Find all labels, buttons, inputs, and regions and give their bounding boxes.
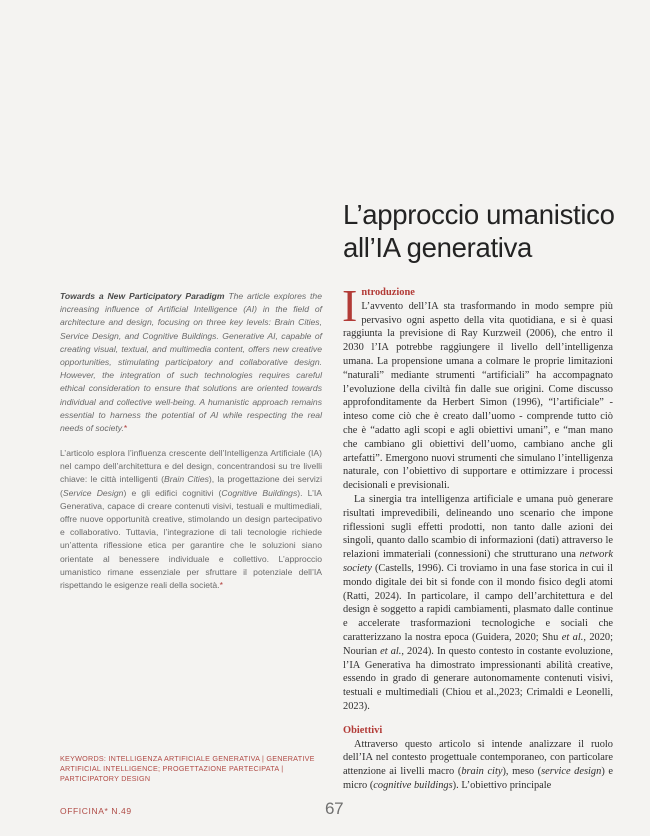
paragraph-emphasis: network society <box>343 549 613 574</box>
keywords: KEYWORDS: INTELLIGENZA ARTIFICIALE GENERATIVA | GENERATIVE ARTIFICIAL INTELLIGENCE; PROGETTAZIONE PARTECIPATA | PARTICIPATORY DESIGN <box>60 754 315 783</box>
intro-paragraph-1: L’avvento dell’IA sta trasformando in modo sempre più pervasivo ogni aspetto della vita quotidiana, e si è quasi raggiunta la previsione di Ray Kurzweil (2006), che entro il 2030 l’IA potrebbe raggiungere il livello dell’intelligenza umana. La propensione umana a colmare le proprie limitazioni “naturali” mediante strumenti “artificiali” ha accompagnato l’evoluzione della civiltà fin dalle sue origini. Come discusso approfonditamente da Herbert Simon (1996), “l’artificiale” - inteso come ciò che è creato dall’uomo - comprende tutto ciò che è “adatto agli scopi e agli obiettivi umani”, e “man mano che cambiano gli obiettivi dell’uomo, cambiano anche gli artefatti”. Emergono nuovi strumenti che simulano l’intelligenza naturale, con l’obiettivo di supportare e ottimizzare i processi decisionali e previsionali. <box>343 300 613 492</box>
title-line-2: all’IA generativa <box>343 232 533 263</box>
article-body <box>342 280 614 793</box>
abstract-english <box>60 290 322 435</box>
paragraph-text: La sinergia tra intelligenza artificiale e umana può generare risultati imprevedibili, delineando uno scenario che impone riflessioni sugli effetti prodotti, non tanto dalle azioni dei singoli, quanto dallo scambio di informazioni (dati) attraverso le relazioni immateriali (connessioni) che strutturano una <box>343 493 613 561</box>
journal-issue: OFFICINA* N.49 <box>60 806 132 816</box>
abstract-it-text: ). L’IA Generativa, capace di creare contenuti visivi, testuali e multimediali, offre nuove opportunità creative, stimolando un design partecipativo e collaborativo. Tuttavia, l’integrazione di tali tecnologie richiede un’attenta riflessione etica per garantire che le soluzioni siano orientate al benessere individuale e collettivo. L’approccio umanistico rimane essenziale per sfruttare il potenziale dell’IA rispettando le esigenze reali della società. <box>60 487 323 591</box>
abstract-it-emphasis: Brain Cities <box>164 474 209 485</box>
paragraph-emphasis: et al. <box>380 645 402 657</box>
paragraph-emphasis: cognitive buildings <box>373 779 453 791</box>
abstract-lead: Towards a New Participatory Paradigm <box>60 291 225 301</box>
abstract-it-text: ), la progettazione dei servizi ( <box>60 474 323 498</box>
abstract-it-text: ) e gli edifici cognitivi ( <box>123 487 222 498</box>
objectives-paragraph-1 <box>343 738 613 793</box>
paragraph-text: ). L’obiettivo principale <box>452 779 552 791</box>
section-heading-introduction: ntroduzione <box>361 287 415 298</box>
paragraph-text: , 2020; Nourian <box>343 631 614 657</box>
abstract-english-text: The article explores the increasing influence of Artificial Intelligence (AI) in the field of architecture and design, focusing on three key levels: Brain Cities, Service Design, and Cognitive Buildings. Generative AI, capable of creating visual, textual, and multimedia content, offers new creative opportunities, stimulating participatory and collaborative design. However, the integration of such technologies requires careful ethical consideration to ensure that solutions are oriented towards individual and collective well-being. A humanistic approach remains essential to harness the potential of AI while respecting the real needs of society. <box>60 291 322 434</box>
abstract-it-text: L’articolo esplora l’influenza crescente dell’Intelligenza Artificiale (IA) nel campo dell’architettura e del design, concentrandosi su tre livelli chiave: le città intelligenti ( <box>60 448 322 485</box>
drop-cap: I <box>342 280 358 331</box>
star-mark-icon: * <box>123 423 128 434</box>
paragraph-text: Attraverso questo articolo si intende analizzare il ruolo dell’IA nel contesto progettuale contemporaneo, con particolare attenzione ai livelli macro ( <box>343 738 613 778</box>
paragraph-emphasis: service design <box>541 766 602 778</box>
paragraph-emphasis: brain city <box>461 766 503 778</box>
abstract-it-emphasis: Cognitive Buildings <box>221 487 298 498</box>
paragraph-text: , 2024). In questo contesto in costante evoluzione, l’IA Generativa ha dimostrato impressionanti abilità creative, essendo in grado di generare autonomamente contenuti visivi, testuali e multimediali (Chiou et al.,2023; Crimaldi e Leonelli, 2023). <box>343 645 613 712</box>
article-title <box>343 198 633 264</box>
title-line-1: L’approccio umanistico <box>343 199 615 230</box>
page-number: 67 <box>325 799 344 818</box>
section-heading-objectives: Obiettivi <box>343 724 383 736</box>
paragraph-emphasis: et al. <box>561 631 584 643</box>
abstract-it-emphasis: Service Design <box>62 487 124 498</box>
abstract-italian <box>60 447 322 592</box>
paragraph-text: ), meso ( <box>502 766 542 778</box>
star-mark-icon: * <box>219 580 223 591</box>
paragraph-text: ) e micro ( <box>343 766 613 791</box>
paragraph-text: (Castells, 1996). Ci troviamo in una fase storica in cui il mondo digitale dei bit si fonde con il mondo fisico degli atomi (Ratti, 2024). In particolare, il campo dell’architettura e del design è soggetto a rapidi cambiamenti, plasmato dalle continue e accelerate trasformazioni tecnologiche e sociali che caratterizzano la nostra epoca (Guidera, 2020; Shu <box>343 562 613 643</box>
intro-paragraph-2 <box>343 493 613 714</box>
